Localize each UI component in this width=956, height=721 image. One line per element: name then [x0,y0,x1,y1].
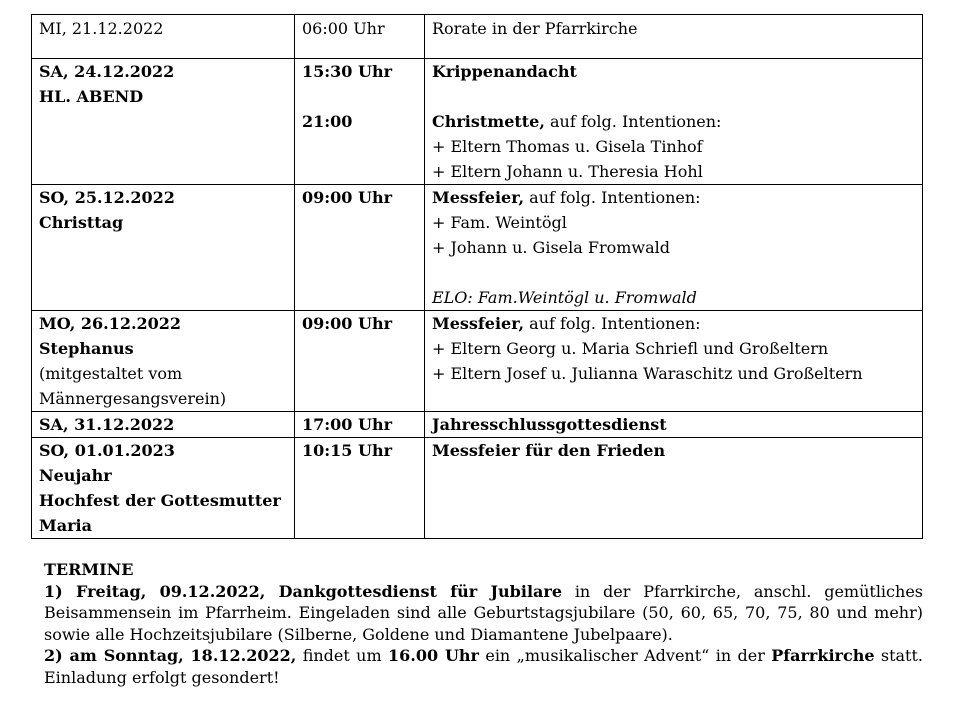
time-cell [295,15,425,59]
date: SA, 31.12.2022 [39,415,175,434]
date-cell [32,412,295,438]
event-cell [425,185,923,311]
event-cell [425,59,923,185]
event: Messfeier für den Frieden [432,441,666,460]
table-row [32,438,923,539]
time-cell [295,311,425,412]
table-row [32,311,923,412]
event-cell [425,438,923,539]
intention: + Fam. Weintögl [432,213,567,232]
time: 17:00 Uhr [302,415,393,434]
day-name: Neujahr [39,466,112,485]
sub-note: (mitgestaltet vom [39,364,183,383]
day-name: Christtag [39,213,124,232]
day-name: Maria [39,516,92,535]
intention: + Eltern Georg u. Maria Schriefl und Großeltern [432,339,829,358]
date-cell [32,15,295,59]
event: Rorate in der Pfarrkirche [432,19,638,38]
table-row [32,59,923,185]
sub-note: Männergesangsverein) [39,389,227,408]
termine-item-1-text: in der Pfarrkirche, anschl. gemütliches Beisammensein im Pfarrheim. Eingeladen sind alle Geburtstagsjubilare (50, 60, 65, 70, 75, 80 und mehr) sowie alle Hochzeitsjubilare (Silberne, Goldene und Diamantene Jubelpaare). [44,581,923,644]
intention: + Eltern Josef u. Julianna Waraschitz und Großeltern [432,364,863,383]
time: 06:00 Uhr [302,19,385,38]
termine-section [44,559,923,688]
date-cell [32,438,295,539]
date-cell [32,59,295,185]
date: SO, 25.12.2022 [39,188,175,207]
termine-title: TERMINE [44,560,134,579]
spacer [432,84,915,109]
date-cell [32,185,295,311]
time-2: 21:00 [302,112,353,131]
date-cell [32,311,295,412]
termine-item-1-heading: 1) Freitag, 09.12.2022, Dankgottesdienst für Jubilare [44,581,562,601]
time: 10:15 Uhr [302,441,393,460]
termine-item-2-text: findet um [296,646,389,665]
termine-item-2-time: 16.00 Uhr [388,646,479,665]
termine-item-2-place: Pfarrkirche [771,646,875,665]
time: 15:30 Uhr [302,62,393,81]
date: SO, 01.01.2023 [39,441,175,460]
event-title: Messfeier, [432,188,525,207]
event-suffix: auf folg. Intentionen: [524,314,701,333]
date: MI, 21.12.2022 [39,19,164,38]
event-cell [425,412,923,438]
time-cell [295,438,425,539]
table-row [32,15,923,59]
day-name: HL. ABEND [39,87,144,106]
table-row [32,185,923,311]
event-cell [425,311,923,412]
schedule-table [31,14,923,539]
time: 09:00 Uhr [302,314,393,333]
termine-item-1 [44,581,923,646]
time-cell [295,412,425,438]
event: Krippenandacht [432,62,577,81]
spacer [302,84,417,109]
date: MO, 26.12.2022 [39,314,182,333]
time: 09:00 Uhr [302,188,393,207]
spacer [432,260,915,285]
date: SA, 24.12.2022 [39,62,175,81]
event [432,185,915,210]
intention: + Eltern Johann u. Theresia Hohl [432,162,703,181]
day-name: Hochfest der Gottesmutter [39,491,281,510]
intention: + Eltern Thomas u. Gisela Tinhof [432,137,703,156]
table-row [32,412,923,438]
termine-item-2-date: 2) am Sonntag, 18.12.2022, [44,646,297,665]
event-cell [425,15,923,59]
intention: + Johann u. Gisela Fromwald [432,238,671,257]
event-2 [432,109,915,134]
time-cell [295,59,425,185]
event [432,311,915,336]
event-suffix: auf folg. Intentionen: [524,188,701,207]
event-2-suffix: auf folg. Intentionen: [544,112,722,131]
note: ELO: Fam.Weintögl u. Fromwald [432,288,697,307]
time-cell [295,185,425,311]
termine-item-2 [44,645,923,688]
event-title: Messfeier, [432,314,525,333]
day-name: Stephanus [39,339,134,358]
termine-item-2-text: statt. Einladung erfolgt gesondert! [44,646,924,687]
termine-item-2-text: ein „musikalischer Advent“ in der [478,646,772,665]
event-2-title: Christmette, [432,112,545,131]
event: Jahresschlussgottesdienst [432,415,667,434]
